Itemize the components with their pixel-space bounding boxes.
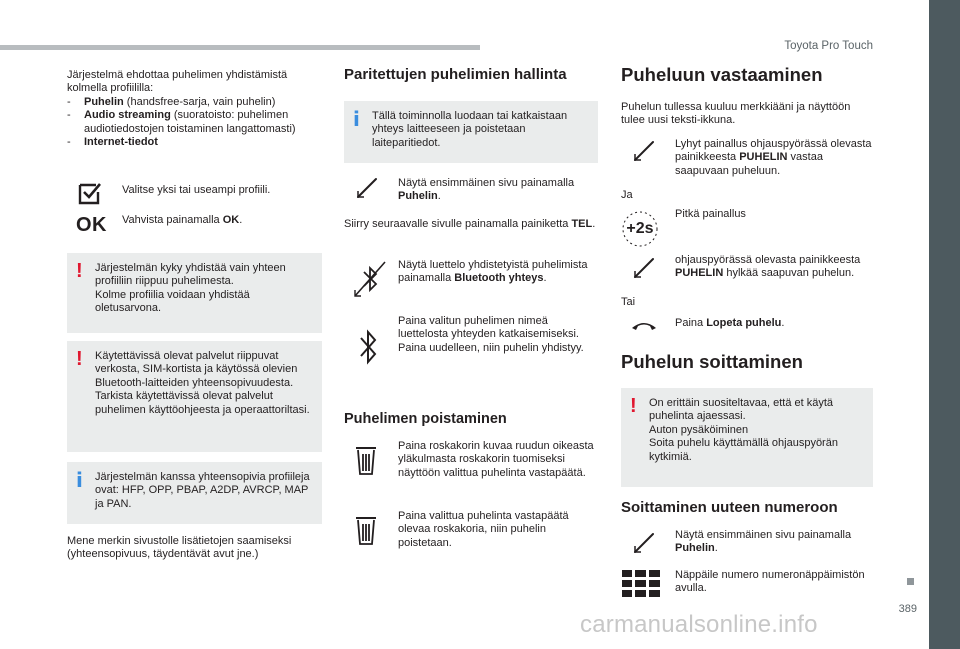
- trash-icon: [355, 516, 377, 546]
- tap-icon: [633, 532, 655, 554]
- section-heading: Paritettujen puhelimien hallinta: [344, 66, 567, 83]
- tap-icon: [356, 177, 378, 199]
- tap-icon: [633, 257, 655, 279]
- profile-item: - Audio streaming (suoratoisto: puhelimen audiotiedostojen toistaminen langattomasti): [67, 109, 322, 136]
- info-box: i Järjestelmän kanssa yhteensopivia profiileja ovat: HFP, OPP, PBAP, A2DP, AVRCP, MAP ja PAN.: [67, 462, 322, 524]
- warning-icon: !: [76, 260, 83, 282]
- bluetooth-icon: [357, 326, 379, 368]
- bluetooth-connection-icon: [352, 259, 388, 299]
- warning-box: ! Käytettävissä olevat palvelut riippuvat verkosta, SIM-kortista ja käytössä olevien Bluetooth-laitteiden yhteensopivuudesta. Tarkista käytettävissä olevat palvelut puhelimen käyttöohjeesta ja operaattoriltasi.: [67, 341, 322, 452]
- section-heading: Soittaminen uuteen numeroon: [621, 499, 838, 516]
- hang-up-icon: [630, 318, 658, 332]
- watermark: carmanualsonline.info: [580, 611, 818, 638]
- profile-list: [67, 96, 322, 150]
- profiles-intro: Järjestelmä ehdottaa puhelimen yhdistämistä kolmella profiililla: - Puhelin (handsfree-sarja, vain puhelin) - Audio streaming (suoratoisto: puhelimen audiotiedostojen toistaminen langattomasti) - Internet-tiedot: [67, 69, 322, 149]
- step-open-phone: Näytä ensimmäinen sivu painamalla Puhelin.: [675, 529, 852, 555]
- two-seconds-label: +2s: [626, 220, 654, 237]
- step-show-trash: Paina roskakorin kuvaa ruudun oikeasta yläkulmasta roskakorin tuomiseksi näyttöön valittua puhelinta vastapäätä.: [398, 440, 594, 479]
- profile-item: - Puhelin (handsfree-sarja, vain puhelin): [67, 96, 322, 109]
- header-title: Toyota Pro Touch: [784, 40, 873, 52]
- ok-icon: OK: [76, 214, 107, 236]
- tap-icon: [633, 140, 655, 162]
- nav-instruction: Siirry seuraavalle sivulle painamalla painiketta TEL.: [344, 218, 596, 230]
- keypad-icon: [622, 570, 660, 598]
- section-heading: Puhelimen poistaminen: [344, 411, 507, 427]
- continue-marker: [907, 578, 914, 585]
- step-delete-phone: Paina valittua puhelinta vastapäätä olevaa roskakoria, niin puhelin poistetaan.: [398, 510, 569, 549]
- step-reject-call: ohjauspyörässä olevasta painikkeesta PUHELIN hylkää saapuvan puhelun.: [675, 254, 861, 280]
- warning-icon: !: [630, 395, 637, 417]
- info-icon: i: [353, 107, 360, 131]
- long-press-icon: [620, 209, 660, 249]
- warning-icon: !: [76, 348, 83, 370]
- step-toggle-connection: Paina valitun puhelimen nimeä luettelosta yhteyden katkaisemiseksi. Paina uudelleen, niin puhelin yhdistyy.: [398, 315, 584, 354]
- step-confirm: Vahvista painamalla OK.: [122, 214, 243, 226]
- trash-icon: [355, 446, 377, 476]
- long-press-label: Pitkä painallus: [675, 208, 746, 220]
- step-select-profile: Valitse yksi tai useampi profiili.: [122, 184, 271, 196]
- page-number: 389: [898, 603, 917, 615]
- incoming-call-intro: Puhelun tullessa kuuluu merkkiääni ja näyttöön tulee uusi teksti-ikkuna.: [621, 101, 851, 127]
- info-box: i Tällä toiminnolla luodaan tai katkaistaan yhteys laitteeseen ja poistetaan laiteparitiedot.: [344, 101, 598, 163]
- section-heading: Puhelun soittaminen: [621, 351, 803, 372]
- header-rule: [0, 45, 480, 50]
- step-open-phone: Näytä ensimmäinen sivu painamalla Puhelin.: [398, 177, 575, 203]
- step-answer-call: Lyhyt painallus ohjauspyörässä olevasta painikkeesta PUHELIN vastaa saapuvaan puheluun.: [675, 138, 872, 177]
- warning-box: ! On erittäin suositeltavaa, että et käytä puhelinta ajaessasi. Auton pysäköiminen Soita puhelu käyttämällä ohjauspyörän kytkimiä.: [621, 388, 873, 487]
- step-end-call: Paina Lopeta puhelu.: [675, 317, 785, 329]
- warning-box: ! Järjestelmän kyky yhdistää vain yhteen profiiliin riippuu puhelimesta. Kolme profiilia voidaan yhdistää oletusarvona.: [67, 253, 322, 333]
- page-sidebar: [929, 0, 960, 649]
- info-icon: i: [76, 468, 83, 492]
- step-dial-number: Näppäile numero numeronäppäimistön avulla.: [675, 569, 865, 595]
- connector-ja: Ja: [621, 189, 633, 201]
- checkbox-check-icon: [78, 181, 102, 205]
- section-heading: Puheluun vastaaminen: [621, 64, 823, 85]
- connector-tai: Tai: [621, 296, 636, 308]
- footer-note: Mene merkin sivustolle lisätietojen saamiseksi (yhteensopivuus, täydentävät avut jne.): [67, 535, 292, 561]
- profile-item: - Internet-tiedot: [67, 136, 322, 149]
- step-bluetooth-list: Näytä luettelo yhdistetyistä puhelimista painamalla Bluetooth yhteys.: [398, 259, 588, 285]
